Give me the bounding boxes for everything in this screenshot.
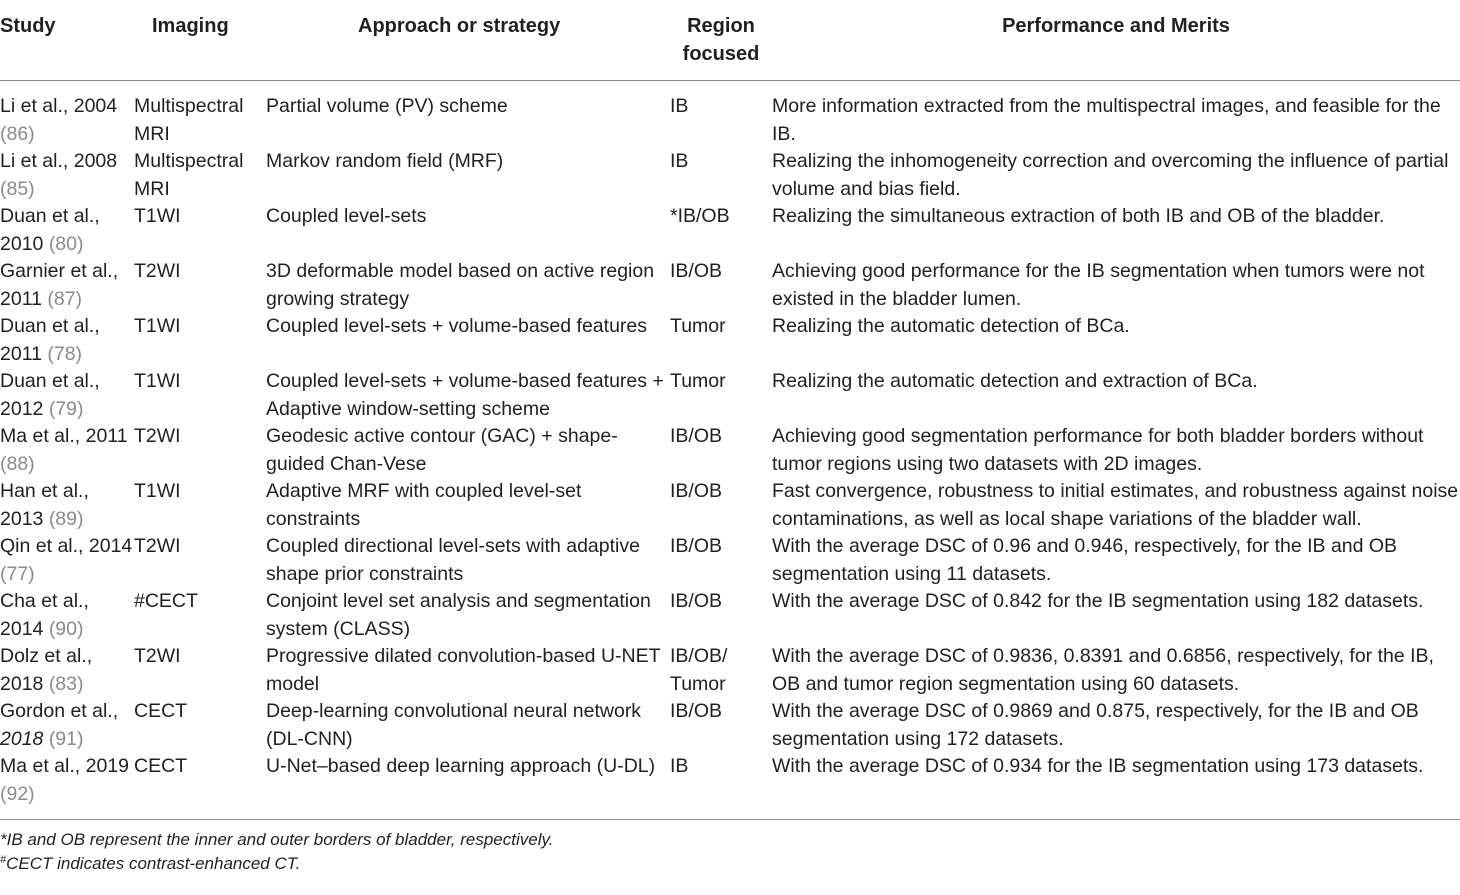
cell-study	[0, 753, 134, 820]
study-reference[interactable]: (88)	[0, 452, 35, 475]
header-region-line1: Region	[687, 15, 755, 37]
header-study: Study	[0, 0, 134, 81]
study-year: 2014	[88, 535, 133, 557]
table-row	[0, 368, 1460, 423]
study-author: Duan et al.,	[0, 205, 100, 227]
footnote-cect	[0, 852, 1460, 876]
cell-performance: With the average DSC of 0.934 for the IB segmentation using 173 datasets.	[772, 753, 1460, 820]
study-reference[interactable]: (79)	[48, 397, 84, 420]
footnote-cect-mark: #	[0, 854, 7, 866]
study-reference[interactable]: (78)	[47, 342, 83, 365]
cell-approach: Partial volume (PV) scheme	[266, 95, 508, 117]
cell-performance: Achieving good performance for the IB segmentation when tumors were not existed in the bladder lumen.	[772, 260, 1425, 310]
cell-imaging: #CECT	[134, 590, 198, 612]
cell-region: IB	[670, 150, 689, 172]
study-author: Garnier et al.,	[0, 260, 119, 282]
table-row	[0, 81, 1460, 149]
study-year: 2010	[0, 232, 44, 255]
table-row	[0, 533, 1460, 588]
cell-performance: With the average DSC of 0.842 for the IB segmentation using 182 datasets.	[772, 590, 1424, 612]
header-approach: Approach or strategy	[266, 0, 670, 81]
cell-study	[0, 588, 134, 643]
cell-study	[0, 81, 134, 149]
cell-region: *IB/OB	[670, 205, 730, 227]
study-reference[interactable]: (89)	[48, 507, 84, 530]
study-author: Duan et al.,	[0, 315, 100, 337]
table-row	[0, 148, 1460, 203]
cell-approach: Coupled level-sets + volume-based features	[266, 315, 648, 337]
header-imaging: Imaging	[134, 0, 266, 81]
cell-study	[0, 203, 134, 258]
table-body	[0, 81, 1460, 820]
cell-study	[0, 313, 134, 368]
cell-imaging: Multispectral MRI	[134, 95, 244, 145]
study-year: 2013	[0, 507, 44, 530]
cell-study	[0, 533, 134, 588]
study-author: Ma et al.,	[0, 755, 81, 777]
cell-study	[0, 698, 134, 753]
study-author: Ma et al.,	[0, 425, 81, 447]
cell-performance: More information extracted from the multispectral images, and feasible for the IB.	[772, 95, 1441, 145]
cell-approach: U-Net–based deep learning approach (U-DL)	[266, 753, 670, 820]
cell-study	[0, 148, 134, 203]
cell-performance: With the average DSC of 0.96 and 0.946, respectively, for the IB and OB segmentation using 11 datasets.	[772, 535, 1398, 585]
study-reference[interactable]: (86)	[0, 122, 35, 145]
study-reference[interactable]: (83)	[48, 672, 84, 695]
cell-region: IB/OB	[670, 590, 723, 612]
table-row	[0, 423, 1460, 478]
study-author: Han et al.,	[0, 480, 89, 502]
table-footnotes	[0, 820, 1460, 876]
cell-performance: Achieving good segmentation performance for both bladder borders without tumor regions using two datasets with 2D images.	[772, 425, 1424, 475]
cell-performance: Realizing the inhomogeneity correction and overcoming the influence of partial volume and bias field.	[772, 150, 1449, 200]
cell-approach: Markov random field (MRF)	[266, 150, 504, 172]
study-reference[interactable]: (91)	[48, 727, 84, 750]
study-year: 2008	[73, 150, 118, 172]
table-row	[0, 643, 1460, 698]
study-year: 2018	[0, 672, 44, 695]
cell-performance: Realizing the simultaneous extraction of both IB and OB of the bladder.	[772, 205, 1385, 227]
cell-imaging: T2WI	[134, 425, 181, 447]
footnote-cect-text: CECT indicates contrast-enhanced CT.	[6, 854, 301, 873]
cell-imaging: T2WI	[134, 260, 181, 282]
study-author: Duan et al.,	[0, 370, 100, 392]
cell-study	[0, 368, 134, 423]
cell-imaging: T1WI	[134, 205, 181, 227]
cell-performance: With the average DSC of 0.9869 and 0.875, respectively, for the IB and OB segmentation using 172 datasets.	[772, 700, 1419, 750]
cell-imaging: T2WI	[134, 645, 181, 667]
cell-imaging: T1WI	[134, 315, 181, 337]
cell-approach: Coupled directional level-sets with adaptive shape prior constraints	[266, 535, 640, 585]
cell-approach: Geodesic active contour (GAC) + shape-guided Chan-Vese	[266, 425, 618, 475]
table-row	[0, 313, 1460, 368]
study-year: 2011	[0, 342, 42, 365]
cell-approach: Coupled level-sets	[266, 205, 427, 227]
study-reference[interactable]: (92)	[0, 782, 35, 805]
table-row	[0, 698, 1460, 753]
header-performance: Performance and Merits	[772, 0, 1460, 81]
cell-approach: 3D deformable model based on active region growing strategy	[266, 260, 655, 310]
study-year: 2014	[0, 617, 44, 640]
study-author: Gordon et al.,	[0, 700, 119, 722]
study-reference[interactable]: (77)	[0, 562, 35, 585]
study-author: Dolz et al.,	[0, 645, 93, 667]
study-reference[interactable]: (87)	[47, 287, 83, 310]
cell-region: IB/OB	[670, 480, 723, 502]
study-author: Qin et al.,	[0, 535, 84, 557]
study-year: 2011	[0, 287, 42, 310]
cell-approach: Coupled level-sets + volume-based features + Adaptive window-setting scheme	[266, 370, 664, 420]
cell-region: IB	[670, 95, 689, 117]
table-row	[0, 258, 1460, 313]
cell-performance: Fast convergence, robustness to initial estimates, and robustness against noise contaminations, as well as local shape variations of the bladder wall.	[772, 480, 1459, 530]
cell-approach: Deep-learning convolutional neural network (DL-CNN)	[266, 700, 642, 750]
table-row	[0, 203, 1460, 258]
cell-imaging: CECT	[134, 753, 266, 820]
study-year: 2012	[0, 397, 44, 420]
cell-imaging: CECT	[134, 700, 188, 722]
study-author: Li et al.,	[0, 95, 69, 117]
table-row	[0, 478, 1460, 533]
table-header-row	[0, 0, 1460, 81]
study-year: 2018	[0, 727, 44, 750]
cell-performance: Realizing the automatic detection of BCa.	[772, 315, 1130, 337]
cell-region: Tumor	[670, 315, 726, 337]
table-row	[0, 753, 1460, 820]
cell-region: IB	[670, 753, 772, 820]
study-reference[interactable]: (85)	[0, 177, 35, 200]
cell-approach: Adaptive MRF with coupled level-set constraints	[266, 480, 582, 530]
cell-study	[0, 478, 134, 533]
cell-study	[0, 643, 134, 698]
study-year: 2011	[85, 425, 128, 447]
study-author: Cha et al.,	[0, 590, 89, 612]
cell-approach: Progressive dilated convolution-based U-NET model	[266, 645, 661, 695]
cell-region: IB/OB	[670, 700, 723, 722]
cell-region: IB/OB	[670, 260, 723, 282]
cell-imaging: Multispectral MRI	[134, 150, 244, 200]
study-reference[interactable]: (80)	[48, 232, 84, 255]
study-year: 2019	[85, 755, 130, 777]
cell-study	[0, 423, 134, 478]
cell-imaging: T1WI	[134, 370, 181, 392]
header-region	[670, 0, 772, 81]
study-author: Li et al.,	[0, 150, 69, 172]
cell-region: IB/OB/ Tumor	[670, 645, 728, 695]
cell-region: Tumor	[670, 370, 726, 392]
study-year: 2004	[73, 95, 118, 117]
cell-performance: With the average DSC of 0.9836, 0.8391 and 0.6856, respectively, for the IB, OB and tumor region segmentation using 60 datasets.	[772, 645, 1434, 695]
cell-approach: Conjoint level set analysis and segmentation system (CLASS)	[266, 590, 651, 640]
cell-study	[0, 258, 134, 313]
cell-imaging: T2WI	[134, 535, 181, 557]
header-region-line2: focused	[682, 43, 760, 65]
table-row	[0, 588, 1460, 643]
cell-imaging: T1WI	[134, 480, 181, 502]
cell-performance: Realizing the automatic detection and extraction of BCa.	[772, 370, 1258, 392]
cell-region: IB/OB	[670, 425, 723, 447]
study-reference[interactable]: (90)	[48, 617, 84, 640]
cell-region: IB/OB	[670, 535, 723, 557]
footnote-borders: *IB and OB represent the inner and outer borders of bladder, respectively.	[0, 830, 554, 849]
